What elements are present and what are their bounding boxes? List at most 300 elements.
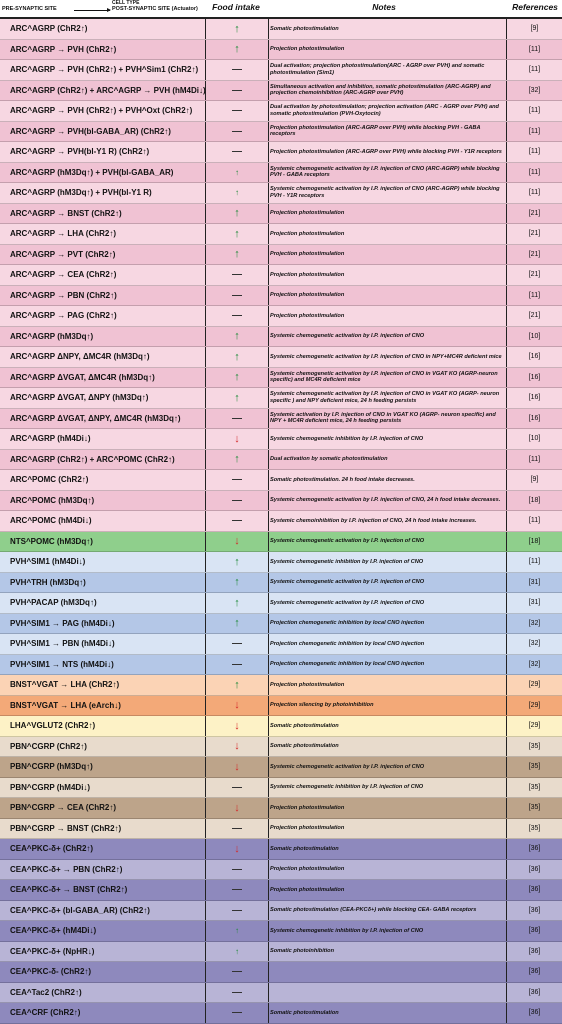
reference-cell: [35] — [528, 763, 541, 771]
table-row — [0, 962, 562, 983]
reference-cell: [36] — [528, 906, 541, 914]
reference-cell: [21] — [528, 209, 541, 217]
food-intake-cell — [206, 573, 268, 593]
food-intake-header: Food intake — [212, 2, 260, 12]
food-intake-cell — [206, 921, 268, 941]
table-header — [0, 0, 562, 19]
dash-icon: — — [232, 884, 242, 896]
reference-cell: [11] — [528, 45, 541, 53]
reference-cell: [32] — [528, 640, 541, 648]
notes-cell: Systemic chemogenetic activation by I.P. injection of CNO in VGAT KO (AGRP-neuron specific) and MC4R deficient mice — [270, 370, 498, 384]
dash-icon: — — [232, 125, 242, 137]
notes-cell: Somatic photostimulation. 24 h food intake decreases. — [270, 476, 415, 483]
table-row — [0, 778, 562, 799]
food-intake-cell — [206, 696, 268, 716]
column-divider — [268, 778, 269, 798]
column-divider — [268, 880, 269, 900]
experiment-cell: ARC^AGRP ΔVGAT, ΔNPY, ΔMC4R (hM3Dq↑) — [10, 413, 181, 423]
column-divider — [268, 737, 269, 757]
column-divider — [268, 1003, 269, 1023]
reference-cell: [16] — [528, 394, 541, 402]
food-intake-cell — [206, 19, 268, 39]
notes-cell: Projection chemogenetic inhibition by local CNO injection — [270, 661, 425, 668]
dash-icon: — — [232, 966, 242, 978]
experiment-cell: NTS^POMC (hM3Dq↑) — [10, 536, 93, 546]
notes-cell: Projection photostimulation — [270, 681, 345, 688]
food-intake-cell — [206, 880, 268, 900]
experiment-cell: ARC^AGRP → LHA (ChR2↑) — [10, 229, 117, 239]
table-row — [0, 183, 562, 204]
experiment-cell: ARC^AGRP → PBN (ChR2↑) — [10, 290, 117, 300]
experiment-cell: PBN^CGRP → CEA (ChR2↑) — [10, 803, 117, 813]
column-divider — [268, 716, 269, 736]
food-intake-cell — [206, 122, 268, 142]
food-intake-cell — [206, 634, 268, 654]
column-divider — [268, 532, 269, 552]
arrow-up-icon: ↑ — [235, 188, 239, 198]
table-row — [0, 901, 562, 922]
table-row — [0, 409, 562, 430]
experiment-cell: ARC^AGRP (ChR2↑) — [10, 24, 88, 34]
food-intake-cell — [206, 347, 268, 367]
notes-cell: Somatic photostimulation — [270, 1009, 339, 1016]
column-divider — [268, 901, 269, 921]
column-divider — [268, 675, 269, 695]
reference-cell: [35] — [528, 804, 541, 812]
table-row — [0, 306, 562, 327]
notes-cell: Projection photostimulation — [270, 271, 345, 278]
food-intake-cell — [206, 388, 268, 408]
reference-cell: [21] — [528, 250, 541, 258]
reference-cell: [10] — [528, 332, 541, 340]
food-intake-cell — [206, 737, 268, 757]
experiment-cell: ARC^AGRP (hM3Dq↑) + PVH(bl-Y1 R) — [10, 188, 152, 198]
arrow-down-icon: ↓ — [234, 699, 240, 712]
table-row — [0, 532, 562, 553]
header-arrow-icon — [74, 10, 110, 11]
experiment-cell: ARC^AGRP (hM4Di↓) — [10, 434, 91, 444]
table-row — [0, 552, 562, 573]
column-divider — [268, 163, 269, 183]
column-divider — [268, 368, 269, 388]
food-intake-cell — [206, 163, 268, 183]
food-intake-cell — [206, 450, 268, 470]
notes-cell: Systemic chemogenetic inhibition by I.P. injection of CNO — [270, 558, 424, 565]
arrow-up-icon: ↑ — [234, 596, 240, 609]
arrow-down-icon: ↓ — [234, 719, 240, 732]
column-divider — [268, 573, 269, 593]
post-synaptic-site-label: POST-SYNAPTIC SITE (Actuator) — [112, 6, 198, 12]
arrow-up-icon: ↑ — [235, 946, 239, 956]
experiment-cell: ARC^AGRP → PVH(bl-GABA_AR) (ChR2↑) — [10, 126, 171, 136]
notes-cell: Systemic chemogenetic inhibition by I.P. injection of CNO — [270, 927, 424, 934]
column-divider — [268, 757, 269, 777]
notes-cell: Systemic chemoinhibition by I.P. injection of CNO, 24 h food intake increases. — [270, 517, 477, 524]
dash-icon: — — [232, 269, 242, 281]
experiment-cell: ARC^POMC (hM4Di↓) — [10, 516, 92, 526]
food-intake-cell — [206, 983, 268, 1003]
reference-cell: [11] — [528, 66, 541, 74]
column-divider — [268, 122, 269, 142]
notes-cell: Projection photostimulation — [270, 825, 345, 832]
notes-cell: Projection photostimulation (ARC-AGRP over PVH) while blocking PVH - Y1R receptors — [270, 148, 502, 155]
arrow-down-icon: ↓ — [234, 760, 240, 773]
experiment-cell: PBN^CGRP (ChR2↑) — [10, 741, 87, 751]
experiment-cell: ARC^AGRP (hM3Dq↑) + PVH(bl-GABA_AR) — [10, 167, 174, 177]
arrow-up-icon: ↑ — [234, 22, 240, 35]
experiment-cell: ARC^AGRP → PVH (ChR2↑) + PVH^Sim1 (ChR2↑) — [10, 65, 199, 75]
experiment-cell: ARC^AGRP → PVH(bl-Y1 R) (ChR2↑) — [10, 147, 150, 157]
food-intake-cell — [206, 409, 268, 429]
table-row — [0, 860, 562, 881]
table-row — [0, 163, 562, 184]
table-row — [0, 573, 562, 594]
table-row — [0, 819, 562, 840]
food-intake-cell — [206, 491, 268, 511]
experiment-cell: ARC^AGRP → CEA (ChR2↑) — [10, 270, 117, 280]
reference-cell: [11] — [528, 127, 541, 135]
dash-icon: — — [232, 84, 242, 96]
experiment-cell: PBN^CGRP (hM4Di↓) — [10, 782, 91, 792]
reference-cell: [21] — [528, 230, 541, 238]
dash-icon: — — [232, 658, 242, 670]
notes-cell — [270, 962, 506, 982]
experiment-cell: PVH^SIM1 → NTS (hM4Di↓) — [10, 659, 114, 669]
table-row — [0, 839, 562, 860]
notes-cell: Systemic chemogenetic activation by I.P. injection of CNO — [270, 538, 425, 545]
experiment-cell: ARC^POMC (hM3Dq↑) — [10, 495, 95, 505]
experiment-cell: ARC^AGRP (hM3Dq↑) — [10, 331, 94, 341]
reference-cell: [11] — [528, 455, 541, 463]
table-row — [0, 245, 562, 266]
notes-cell: Systemic chemogenetic activation by I.P. injection of CNO, 24 h food intake decreases. — [270, 497, 501, 504]
references-header: References — [512, 2, 558, 12]
arrow-up-icon: ↑ — [234, 43, 240, 56]
reference-cell: [11] — [528, 168, 541, 176]
food-intake-cell — [206, 1003, 268, 1023]
notes-cell: Somatic photostimulation — [270, 722, 339, 729]
column-divider — [268, 19, 269, 39]
column-divider — [268, 245, 269, 265]
experiment-cell: CEA^PKC-δ+ (hM4Di↓) — [10, 926, 97, 936]
notes-cell: Somatic photostimulation — [270, 743, 339, 750]
reference-cell: [9] — [530, 25, 539, 33]
table-row — [0, 737, 562, 758]
column-divider — [268, 388, 269, 408]
food-intake-cell — [206, 429, 268, 449]
reference-cell: [32] — [528, 660, 541, 668]
dash-icon: — — [232, 105, 242, 117]
reference-cell: [11] — [528, 107, 541, 115]
arrow-up-icon: ↑ — [234, 576, 240, 589]
table-row — [0, 880, 562, 901]
notes-cell: Systemic chemogenetic activation by I.P. injection of CNO in VGAT KO (AGRP- neuron specific ) and NPY deficient mice, 24 h feeding persists — [270, 391, 500, 404]
reference-cell: [36] — [528, 1009, 541, 1017]
experiment-cell: ARC^AGRP ΔVGAT, ΔNPY (hM3Dq↑) — [10, 393, 149, 403]
food-intake-cell — [206, 306, 268, 326]
table-row — [0, 675, 562, 696]
column-divider — [268, 614, 269, 634]
table-row — [0, 921, 562, 942]
food-intake-cell — [206, 40, 268, 60]
arrow-up-icon: ↑ — [234, 207, 240, 220]
notes-cell: Projection silencing by photoinhibition — [270, 702, 374, 709]
experiment-cell: ARC^AGRP (ChR2↑) + ARC^POMC (ChR2↑) — [10, 454, 175, 464]
notes-cell: Projection photostimulation — [270, 866, 345, 873]
notes-cell: Somatic photostimulation — [270, 845, 339, 852]
food-intake-cell — [206, 675, 268, 695]
reference-cell: [11] — [528, 189, 541, 197]
notes-cell: Simultaneous activation and inhibition, somatic photostimulation (ARC-AGRP) and projection chemoinhibition (ARC-AGRP over PVH) — [270, 83, 491, 97]
reference-cell: [21] — [528, 312, 541, 320]
column-divider — [268, 470, 269, 490]
experiment-cell: LHA^VGLUT2 (ChR2↑) — [10, 721, 96, 731]
reference-cell: [11] — [528, 558, 541, 566]
notes-cell: Somatic photostimulation (CEA-PKCδ+) while blocking CEA- GABA receptors — [270, 907, 477, 914]
reference-cell: [21] — [528, 271, 541, 279]
reference-cell: [11] — [528, 291, 541, 299]
experiment-cell: CEA^Tac2 (ChR2↑) — [10, 987, 82, 997]
table-row — [0, 716, 562, 737]
column-divider — [268, 696, 269, 716]
table-row — [0, 81, 562, 102]
food-intake-cell — [206, 716, 268, 736]
food-intake-cell — [206, 593, 268, 613]
food-intake-cell — [206, 655, 268, 675]
notes-cell: Projection photostimulation — [270, 312, 345, 319]
experiment-cell: BNST^VGAT → LHA (ChR2↑) — [10, 680, 120, 690]
dash-icon: — — [232, 310, 242, 322]
dash-icon: — — [232, 474, 242, 486]
table-row — [0, 286, 562, 307]
notes-cell: Systemic chemogenetic activation by I.P. injection of CNO — [270, 599, 425, 606]
notes-cell: Dual activation by somatic photostimulation — [270, 456, 388, 463]
notes-cell: Projection photostimulation — [270, 251, 345, 258]
arrow-up-icon: ↑ — [234, 350, 240, 363]
notes-cell: Projection photostimulation — [270, 230, 345, 237]
experiment-cell: CEA^CRF (ChR2↑) — [10, 1008, 81, 1018]
food-intake-cell — [206, 798, 268, 818]
notes-cell — [270, 983, 506, 1003]
reference-cell: [36] — [528, 845, 541, 853]
table-row — [0, 757, 562, 778]
arrow-down-icon: ↓ — [234, 432, 240, 445]
column-divider — [268, 265, 269, 285]
notes-cell: Systemic chemogenetic activation by I.P. injection of CNO in NPY+MC4R deficient mice — [270, 353, 502, 360]
reference-cell: [29] — [528, 701, 541, 709]
food-intake-cell — [206, 511, 268, 531]
table-row — [0, 593, 562, 614]
reference-cell: [29] — [528, 722, 541, 730]
reference-cell: [11] — [528, 148, 541, 156]
food-intake-cell — [206, 757, 268, 777]
table-row — [0, 429, 562, 450]
column-divider — [268, 409, 269, 429]
column-divider — [268, 429, 269, 449]
column-divider — [268, 655, 269, 675]
table-row — [0, 368, 562, 389]
arrow-down-icon: ↓ — [234, 842, 240, 855]
experiment-cell: PVH^SIM1 (hM4Di↓) — [10, 557, 86, 567]
reference-cell: [32] — [528, 86, 541, 94]
column-divider — [268, 819, 269, 839]
food-intake-cell — [206, 286, 268, 306]
table-row — [0, 511, 562, 532]
reference-cell: [16] — [528, 414, 541, 422]
reference-cell: [35] — [528, 783, 541, 791]
table-row — [0, 101, 562, 122]
experiment-cell: CEA^PKC-δ+ (bl-GABA_AR) (ChR2↑) — [10, 905, 150, 915]
experiment-cell: CEA^PKC-δ+ → PBN (ChR2↑) — [10, 864, 123, 874]
food-intake-cell — [206, 901, 268, 921]
experiment-cell: ARC^AGRP → BNST (ChR2↑) — [10, 208, 122, 218]
dash-icon: — — [232, 289, 242, 301]
table-row — [0, 470, 562, 491]
experiment-cell: ARC^AGRP ΔVGAT, ΔMC4R (hM3Dq↑) — [10, 372, 155, 382]
food-intake-cell — [206, 819, 268, 839]
reference-cell: [35] — [528, 742, 541, 750]
dash-icon: — — [232, 494, 242, 506]
column-divider — [268, 142, 269, 162]
notes-cell: Systemic chemogenetic activation by I.P. injection of CNO — [270, 763, 425, 770]
table-row — [0, 19, 562, 40]
notes-cell: Projection photostimulation — [270, 886, 345, 893]
reference-cell: [18] — [528, 537, 541, 545]
reference-cell: [35] — [528, 824, 541, 832]
arrow-up-icon: ↑ — [234, 248, 240, 261]
reference-cell: [32] — [528, 619, 541, 627]
food-intake-cell — [206, 778, 268, 798]
arrow-up-icon: ↑ — [234, 330, 240, 343]
cell-type-label: CELL TYPE — [112, 0, 140, 6]
experiment-cell: BNST^VGAT → LHA (eArch↓) — [10, 700, 121, 710]
table-row — [0, 983, 562, 1004]
column-divider — [268, 511, 269, 531]
column-divider — [268, 491, 269, 511]
dash-icon: — — [232, 638, 242, 650]
reference-cell: [36] — [528, 988, 541, 996]
food-intake-cell — [206, 552, 268, 572]
experiment-cell: PVH^SIM1 → PAG (hM4Di↓) — [10, 618, 115, 628]
food-intake-cell — [206, 614, 268, 634]
food-intake-cell — [206, 962, 268, 982]
column-divider — [268, 286, 269, 306]
food-intake-cell — [206, 60, 268, 80]
experiment-cell: CEA^PKC-δ- (ChR2↑) — [10, 967, 92, 977]
reference-cell: [31] — [528, 599, 541, 607]
column-divider — [268, 81, 269, 101]
reference-cell: [16] — [528, 373, 541, 381]
arrow-up-icon: ↑ — [234, 617, 240, 630]
food-intake-cell — [206, 245, 268, 265]
arrow-down-icon: ↓ — [234, 740, 240, 753]
column-divider — [268, 101, 269, 121]
food-intake-cell — [206, 470, 268, 490]
notes-cell: Somatic photoinhibition — [270, 948, 335, 955]
notes-cell: Systemic chemogenetic activation by I.P. injection of CNO — [270, 579, 425, 586]
notes-cell: Projection photostimulation — [270, 46, 345, 53]
experiment-cell: ARC^POMC (ChR2↑) — [10, 475, 89, 485]
reference-cell: [16] — [528, 353, 541, 361]
notes-cell: Dual activation by photostimulation; projection activation (ARC - AGRP over PVH) and somatic photostimulation (PVH-Oxytocin) — [270, 104, 499, 117]
table-row — [0, 224, 562, 245]
column-divider — [268, 450, 269, 470]
experiment-cell: CEA^PKC-δ+ (ChR2↑) — [10, 844, 94, 854]
table-row — [0, 614, 562, 635]
notes-cell: Dual activation; projection photostimulation(ARC - AGRP over PVH) and somatic photostimulation (Sim1) — [270, 63, 485, 76]
table-row — [0, 327, 562, 348]
column-divider — [268, 942, 269, 962]
dash-icon: — — [232, 1007, 242, 1019]
column-divider — [268, 962, 269, 982]
experiment-cell: ARC^AGRP ΔNPY, ΔMC4R (hM3Dq↑) — [10, 352, 150, 362]
arrow-up-icon: ↑ — [234, 227, 240, 240]
table-row — [0, 60, 562, 81]
experiment-cell: PBN^CGRP (hM3Dq↑) — [10, 762, 93, 772]
food-intake-cell — [206, 368, 268, 388]
experiment-cell: PVH^SIM1 → PBN (hM4Di↓) — [10, 639, 115, 649]
table-row — [0, 450, 562, 471]
arrow-up-icon: ↑ — [235, 926, 239, 936]
column-divider — [268, 347, 269, 367]
column-divider — [268, 306, 269, 326]
notes-cell: Systemic chemogenetic activation by I.P. injection of CNO — [270, 333, 425, 340]
dash-icon: — — [232, 781, 242, 793]
food-intake-cell — [206, 183, 268, 203]
column-divider — [268, 860, 269, 880]
dash-icon: — — [232, 515, 242, 527]
table-row — [0, 142, 562, 163]
notes-cell: Projection photostimulation — [270, 292, 345, 299]
reference-cell: [36] — [528, 865, 541, 873]
table-row — [0, 265, 562, 286]
column-divider — [268, 983, 269, 1003]
experiment-cell: ARC^AGRP → PVH (ChR2↑) — [10, 44, 117, 54]
notes-cell: Projection chemogenetic inhibition by local CNO injection — [270, 640, 425, 647]
dash-icon: — — [232, 146, 242, 158]
dash-icon: — — [232, 822, 242, 834]
reference-cell: [9] — [530, 476, 539, 484]
food-intake-cell — [206, 101, 268, 121]
arrow-up-icon: ↑ — [234, 391, 240, 404]
column-divider — [268, 327, 269, 347]
table-row — [0, 655, 562, 676]
column-divider — [268, 593, 269, 613]
table-body — [0, 19, 562, 1024]
table-row — [0, 347, 562, 368]
table-row — [0, 696, 562, 717]
food-intake-cell — [206, 839, 268, 859]
experiment-cell: PVH^TRH (hM3Dq↑) — [10, 577, 86, 587]
arrow-up-icon: ↑ — [234, 371, 240, 384]
food-intake-cell — [206, 265, 268, 285]
table-row — [0, 634, 562, 655]
experiment-cell: ARC^AGRP (ChR2↑) + ARC^AGRP → PVH (hM4Di↓) — [10, 85, 206, 95]
table-row — [0, 942, 562, 963]
experiment-cell: CEA^PKC-δ+ → BNST (ChR2↑) — [10, 885, 128, 895]
column-divider — [268, 183, 269, 203]
dash-icon: — — [232, 412, 242, 424]
food-intake-cell — [206, 81, 268, 101]
experiment-cell: CEA^PKC-δ+ (NpHR↓) — [10, 946, 95, 956]
reference-cell: [29] — [528, 681, 541, 689]
arrow-up-icon: ↑ — [234, 555, 240, 568]
notes-cell: Projection photostimulation — [270, 804, 345, 811]
food-intake-cell — [206, 204, 268, 224]
column-divider — [268, 204, 269, 224]
food-intake-cell — [206, 532, 268, 552]
column-divider — [268, 798, 269, 818]
